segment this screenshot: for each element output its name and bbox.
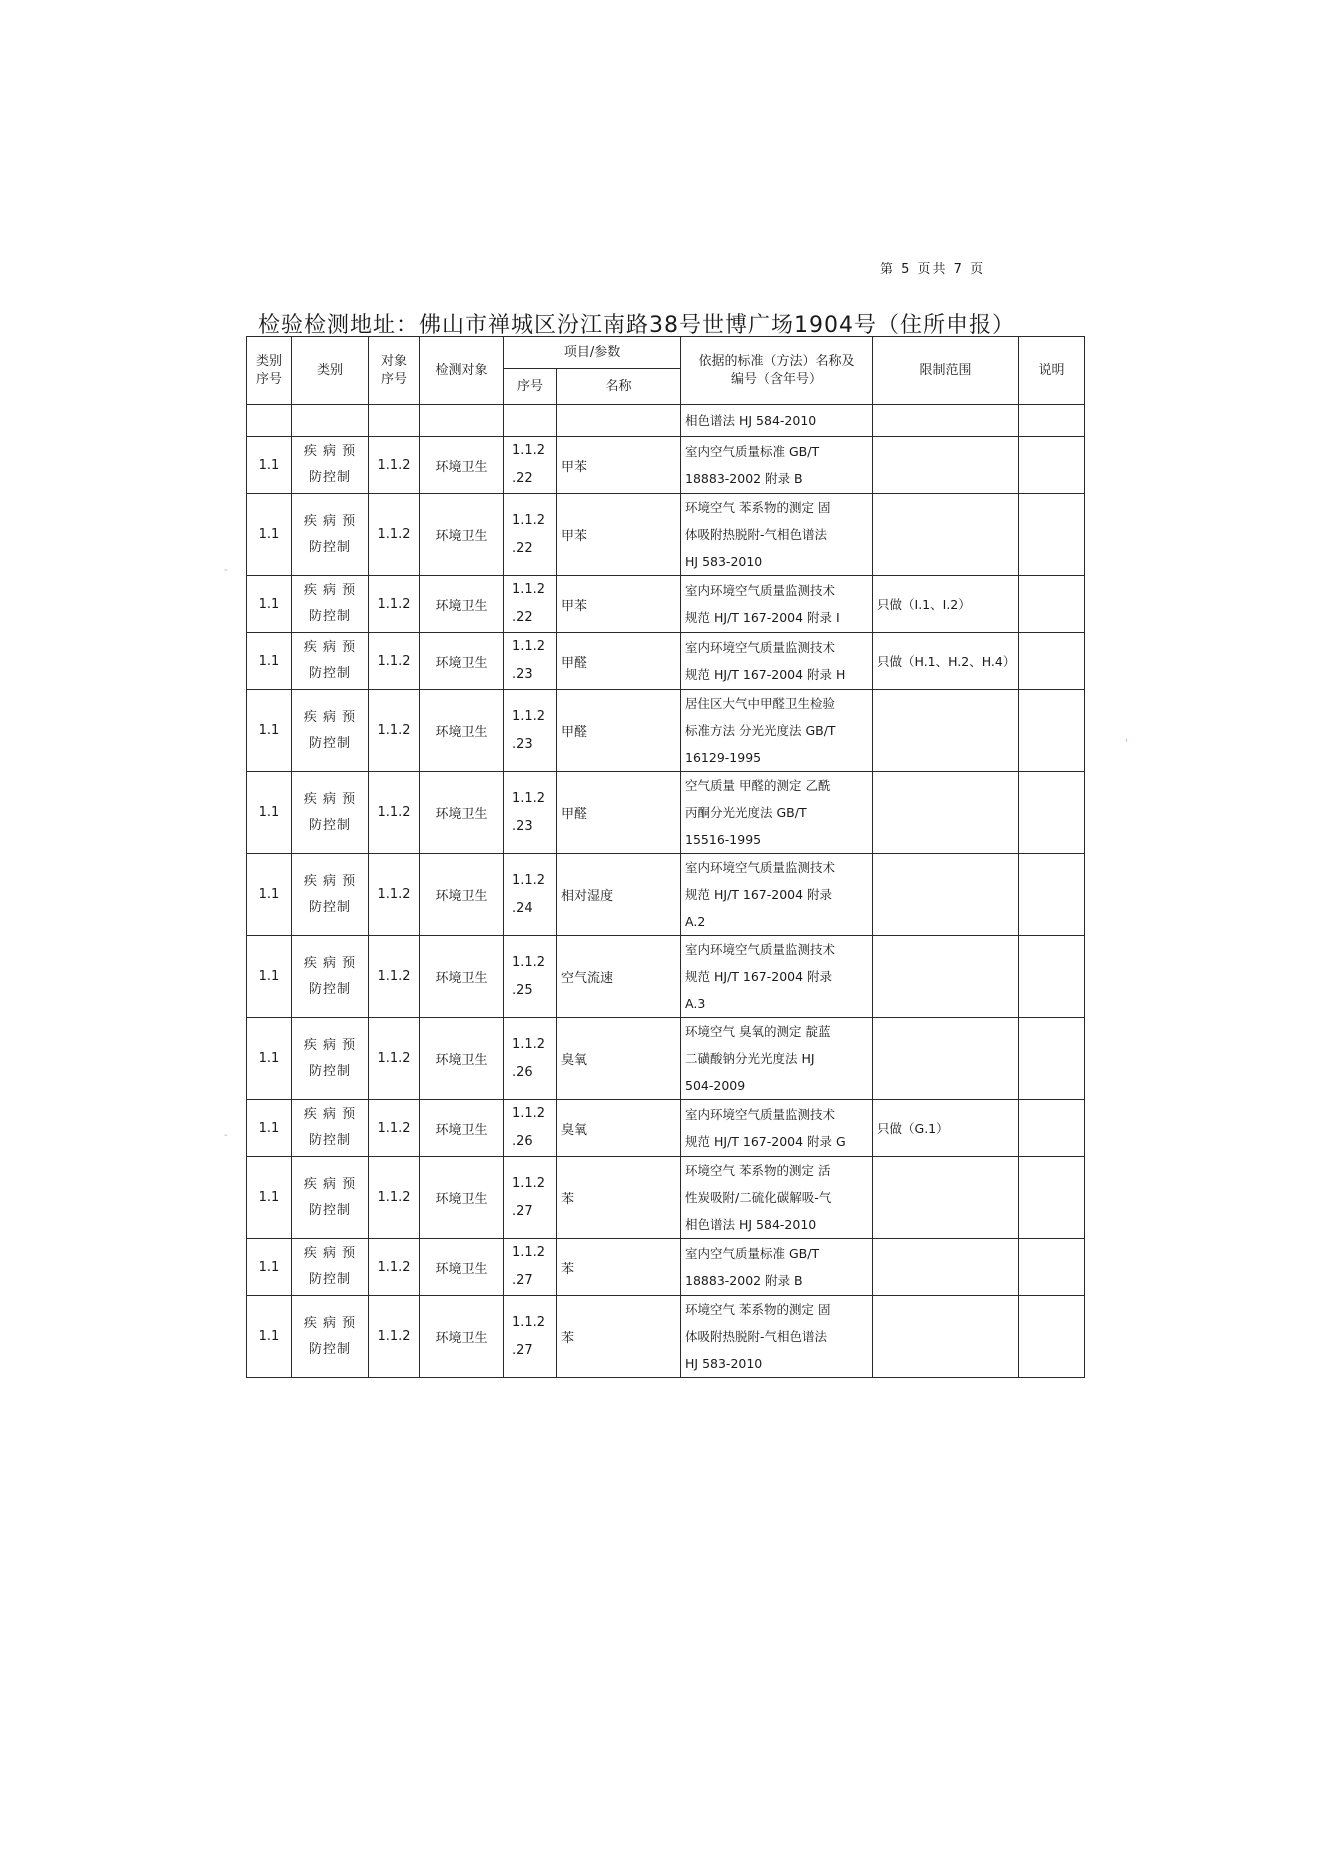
table-row: [247, 1239, 1085, 1296]
table-body: [247, 405, 1085, 1378]
item-num-cell: 1.1.2 .26: [504, 1018, 557, 1100]
item-name-cell: 甲苯: [557, 576, 681, 633]
category-num-cell: 1.1: [247, 576, 292, 633]
object-cell: 环境卫生: [420, 1100, 504, 1157]
item-name-cell: 苯: [557, 1157, 681, 1239]
category-num-cell: 1.1: [247, 936, 292, 1018]
page-number: 第 5 页共 7 页: [880, 262, 986, 277]
table-row: [247, 854, 1085, 936]
object-cell: 环境卫生: [420, 690, 504, 772]
table-row: [247, 494, 1085, 576]
item-name-cell: 甲苯: [557, 437, 681, 494]
table-row: [247, 1157, 1085, 1239]
item-num-cell: 1.1.2 .25: [504, 936, 557, 1018]
continuation-standard: 相色谱法 HJ 584-2010: [681, 405, 873, 437]
category-cell: 疾 病 预 防控制: [292, 1296, 369, 1378]
category-cell: 疾 病 预 防控制: [292, 936, 369, 1018]
note-cell: [1019, 772, 1085, 854]
category-num-cell: 1.1: [247, 1018, 292, 1100]
object-num-cell: 1.1.2: [369, 1157, 420, 1239]
object-num-cell: 1.1.2: [369, 494, 420, 576]
object-num-cell: 1.1.2: [369, 854, 420, 936]
object-cell: 环境卫生: [420, 1296, 504, 1378]
category-num-cell: 1.1: [247, 494, 292, 576]
object-cell: 环境卫生: [420, 936, 504, 1018]
header-object: 检测对象: [420, 337, 504, 405]
item-name-cell: 甲醛: [557, 633, 681, 690]
object-num-cell: 1.1.2: [369, 633, 420, 690]
object-num-cell: 1.1.2: [369, 1100, 420, 1157]
item-num-cell: 1.1.2 .27: [504, 1296, 557, 1378]
note-cell: [1019, 1018, 1085, 1100]
standard-cell: 室内环境空气质量监测技术 规范 HJ/T 167-2004 附录 H: [681, 633, 873, 690]
item-name-cell: 臭氧: [557, 1018, 681, 1100]
object-cell: 环境卫生: [420, 494, 504, 576]
item-name-cell: 臭氧: [557, 1100, 681, 1157]
header-category-num: 类别 序号: [247, 337, 292, 405]
limit-cell: [873, 936, 1019, 1018]
item-num-cell: 1.1.2 .22: [504, 437, 557, 494]
header-category: 类别: [292, 337, 369, 405]
header-standard: 依据的标准（方法）名称及 编号（含年号）: [681, 337, 873, 405]
category-num-cell: 1.1: [247, 1296, 292, 1378]
limit-cell: [873, 1157, 1019, 1239]
header-item-num: 序号: [504, 369, 557, 405]
category-num-cell: 1.1: [247, 1239, 292, 1296]
category-cell: 疾 病 预 防控制: [292, 437, 369, 494]
item-num-cell: 1.1.2 .23: [504, 633, 557, 690]
category-cell: 疾 病 预 防控制: [292, 1157, 369, 1239]
header-limit: 限制范围: [873, 337, 1019, 405]
category-num-cell: 1.1: [247, 690, 292, 772]
category-cell: 疾 病 预 防控制: [292, 633, 369, 690]
standard-cell: 室内环境空气质量监测技术 规范 HJ/T 167-2004 附录 A.3: [681, 936, 873, 1018]
category-num-cell: 1.1: [247, 854, 292, 936]
object-num-cell: 1.1.2: [369, 576, 420, 633]
item-num-cell: 1.1.2 .26: [504, 1100, 557, 1157]
category-num-cell: 1.1: [247, 772, 292, 854]
object-cell: 环境卫生: [420, 633, 504, 690]
header-object-num: 对象 序号: [369, 337, 420, 405]
category-cell: 疾 病 预 防控制: [292, 854, 369, 936]
note-cell: [1019, 494, 1085, 576]
limit-cell: [873, 1296, 1019, 1378]
category-num-cell: 1.1: [247, 1157, 292, 1239]
limit-cell: [873, 1239, 1019, 1296]
limit-cell: [873, 772, 1019, 854]
standard-cell: 居住区大气中甲醛卫生检验 标准方法 分光光度法 GB/T 16129-1995: [681, 690, 873, 772]
standard-cell: 环境空气 苯系物的测定 固 体吸附热脱附-气相色谱法 HJ 583-2010: [681, 1296, 873, 1378]
limit-cell: [873, 437, 1019, 494]
note-cell: [1019, 854, 1085, 936]
item-name-cell: 相对湿度: [557, 854, 681, 936]
category-cell: 疾 病 预 防控制: [292, 494, 369, 576]
object-num-cell: 1.1.2: [369, 1296, 420, 1378]
object-cell: 环境卫生: [420, 1239, 504, 1296]
standard-cell: 空气质量 甲醛的测定 乙酰 丙酮分光光度法 GB/T 15516-1995: [681, 772, 873, 854]
object-num-cell: 1.1.2: [369, 772, 420, 854]
table-row: [247, 936, 1085, 1018]
item-name-cell: 苯: [557, 1296, 681, 1378]
category-cell: 疾 病 预 防控制: [292, 1018, 369, 1100]
category-num-cell: 1.1: [247, 437, 292, 494]
object-cell: 环境卫生: [420, 854, 504, 936]
item-name-cell: 空气流速: [557, 936, 681, 1018]
limit-cell: 只做（I.1、I.2）: [873, 576, 1019, 633]
object-num-cell: 1.1.2: [369, 1239, 420, 1296]
category-cell: 疾 病 预 防控制: [292, 690, 369, 772]
note-cell: [1019, 1239, 1085, 1296]
table-row: [247, 576, 1085, 633]
table-row: [247, 772, 1085, 854]
limit-cell: [873, 494, 1019, 576]
limit-cell: [873, 1018, 1019, 1100]
item-num-cell: 1.1.2 .23: [504, 772, 557, 854]
header-item-param: 项目/参数: [504, 337, 681, 369]
standard-cell: 室内空气质量标准 GB/T 18883-2002 附录 B: [681, 437, 873, 494]
standard-cell: 室内环境空气质量监测技术 规范 HJ/T 167-2004 附录 G: [681, 1100, 873, 1157]
scan-mark: -: [224, 1130, 228, 1141]
standard-cell: 环境空气 苯系物的测定 固 体吸附热脱附-气相色谱法 HJ 583-2010: [681, 494, 873, 576]
category-cell: 疾 病 预 防控制: [292, 1239, 369, 1296]
scan-mark: ': [1125, 738, 1128, 749]
object-num-cell: 1.1.2: [369, 936, 420, 1018]
note-cell: [1019, 576, 1085, 633]
standard-cell: 环境空气 苯系物的测定 活 性炭吸附/二硫化碳解吸-气 相色谱法 HJ 584-2010: [681, 1157, 873, 1239]
limit-cell: [873, 854, 1019, 936]
object-num-cell: 1.1.2: [369, 1018, 420, 1100]
item-num-cell: 1.1.2 .22: [504, 494, 557, 576]
category-cell: 疾 病 预 防控制: [292, 576, 369, 633]
standard-cell: 室内环境空气质量监测技术 规范 HJ/T 167-2004 附录 A.2: [681, 854, 873, 936]
item-name-cell: 甲醛: [557, 690, 681, 772]
standard-cell: 环境空气 臭氧的测定 靛蓝 二磺酸钠分光光度法 HJ 504-2009: [681, 1018, 873, 1100]
object-num-cell: 1.1.2: [369, 690, 420, 772]
header-note: 说明: [1019, 337, 1085, 405]
item-num-cell: 1.1.2 .27: [504, 1157, 557, 1239]
item-name-cell: 甲苯: [557, 494, 681, 576]
inspection-address: 检验检测地址：佛山市禅城区汾江南路38号世博广场1904号（住所申报）: [258, 313, 1015, 338]
item-name-cell: 甲醛: [557, 772, 681, 854]
note-cell: [1019, 936, 1085, 1018]
object-cell: 环境卫生: [420, 1157, 504, 1239]
limit-cell: 只做（H.1、H.2、H.4）: [873, 633, 1019, 690]
note-cell: [1019, 437, 1085, 494]
scope-table: [246, 336, 1085, 1378]
table-row: [247, 1100, 1085, 1157]
item-num-cell: 1.1.2 .27: [504, 1239, 557, 1296]
note-cell: [1019, 633, 1085, 690]
item-num-cell: 1.1.2 .24: [504, 854, 557, 936]
header-item-name: 名称: [557, 369, 681, 405]
standard-cell: 室内环境空气质量监测技术 规范 HJ/T 167-2004 附录 I: [681, 576, 873, 633]
table-row: [247, 1296, 1085, 1378]
table-row: [247, 1018, 1085, 1100]
object-cell: 环境卫生: [420, 576, 504, 633]
item-name-cell: 苯: [557, 1239, 681, 1296]
note-cell: [1019, 1296, 1085, 1378]
table-row: [247, 690, 1085, 772]
table-row: [247, 633, 1085, 690]
category-cell: 疾 病 预 防控制: [292, 1100, 369, 1157]
table-header: [247, 337, 1085, 405]
scan-mark: -: [224, 565, 228, 576]
note-cell: [1019, 690, 1085, 772]
standard-cell: 室内空气质量标准 GB/T 18883-2002 附录 B: [681, 1239, 873, 1296]
category-num-cell: 1.1: [247, 633, 292, 690]
continuation-row: [247, 405, 1085, 437]
limit-cell: [873, 690, 1019, 772]
object-cell: 环境卫生: [420, 1018, 504, 1100]
object-cell: 环境卫生: [420, 772, 504, 854]
category-cell: 疾 病 预 防控制: [292, 772, 369, 854]
category-num-cell: 1.1: [247, 1100, 292, 1157]
limit-cell: 只做（G.1）: [873, 1100, 1019, 1157]
note-cell: [1019, 1157, 1085, 1239]
item-num-cell: 1.1.2 .23: [504, 690, 557, 772]
item-num-cell: 1.1.2 .22: [504, 576, 557, 633]
table-row: [247, 437, 1085, 494]
note-cell: [1019, 1100, 1085, 1157]
object-cell: 环境卫生: [420, 437, 504, 494]
object-num-cell: 1.1.2: [369, 437, 420, 494]
